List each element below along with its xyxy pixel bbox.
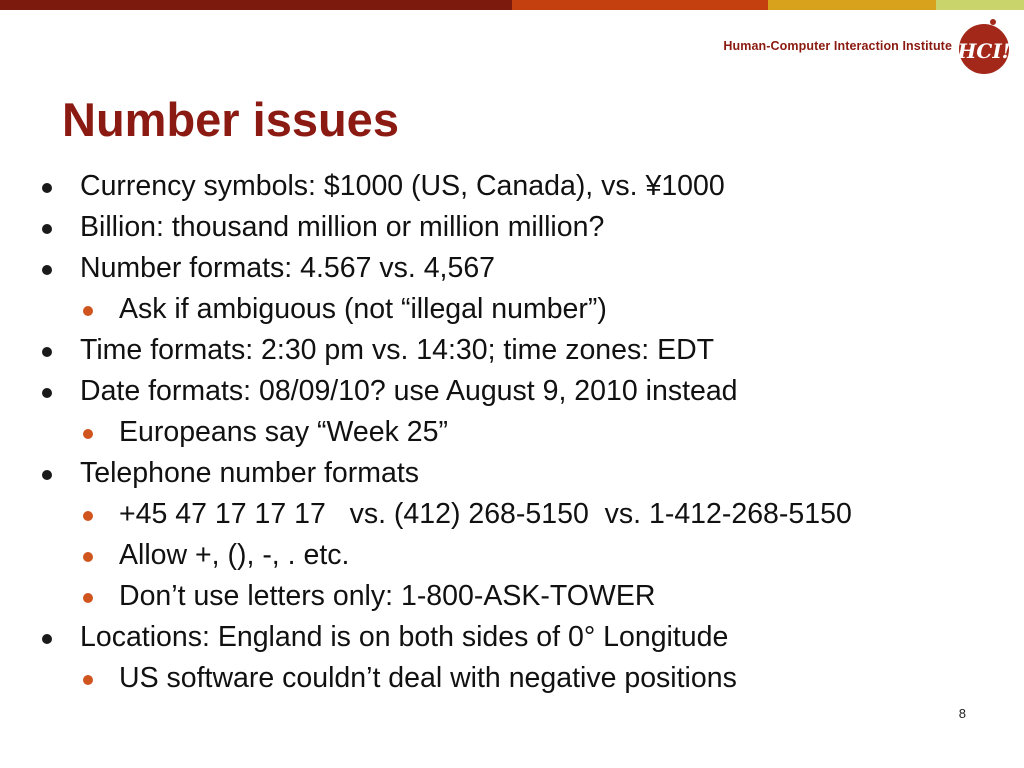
bullet-text: Billion: thousand million or million million? xyxy=(80,211,605,243)
top-bar-segment-1 xyxy=(0,0,512,10)
bullet-dot-icon xyxy=(83,429,93,439)
bullet-text: US software couldn’t deal with negative positions xyxy=(119,662,737,694)
bullet-item xyxy=(0,166,852,207)
bullet-text: Currency symbols: $1000 (US, Canada), vs. ¥1000 xyxy=(80,170,725,202)
bullet-text: Date formats: 08/09/10? use August 9, 2010 instead xyxy=(80,375,738,407)
bullet-dot-icon xyxy=(83,306,93,316)
bullet-dot-icon xyxy=(42,224,52,234)
bullet-text: Number formats: 4.567 vs. 4,567 xyxy=(80,252,496,284)
sub-bullet-item xyxy=(0,658,852,699)
sub-bullet-item xyxy=(0,289,852,330)
bullet-item xyxy=(0,207,852,248)
top-bar-segment-3 xyxy=(768,0,936,10)
hci-logo-text: HCI! xyxy=(957,39,1011,63)
sub-bullet-item xyxy=(0,535,852,576)
bullet-dot-icon xyxy=(83,593,93,603)
page-number: 8 xyxy=(958,706,966,721)
bullet-text: Time formats: 2:30 pm vs. 14:30; time zones: EDT xyxy=(80,334,715,366)
bullet-dot-icon xyxy=(83,552,93,562)
sub-bullet-item xyxy=(0,576,852,617)
institute-name: Human-Computer Interaction Institute xyxy=(723,39,952,53)
bullet-list xyxy=(0,166,852,699)
bullet-dot-icon xyxy=(42,634,52,644)
bullet-text: +45 47 17 17 17 vs. (412) 268-5150 vs. 1-412-268-5150 xyxy=(119,498,852,530)
sub-bullet-item xyxy=(0,412,852,453)
bullet-dot-icon xyxy=(42,183,52,193)
top-bar-segment-4 xyxy=(936,0,1024,10)
bullet-dot-icon xyxy=(42,265,52,275)
bullet-dot-icon xyxy=(83,675,93,685)
sub-bullet-item xyxy=(0,494,852,535)
bullet-item xyxy=(0,248,852,289)
bullet-text: Ask if ambiguous (not “illegal number”) xyxy=(119,293,607,325)
hci-logo-icon xyxy=(956,16,1012,78)
bullet-item xyxy=(0,453,852,494)
bullet-dot-icon xyxy=(83,511,93,521)
bullet-text: Telephone number formats xyxy=(80,457,420,489)
top-color-bar xyxy=(0,0,1024,10)
bullet-dot-icon xyxy=(42,388,52,398)
top-bar-segment-2 xyxy=(512,0,768,10)
bullet-item xyxy=(0,330,852,371)
slide-title: Number issues xyxy=(62,93,399,146)
bullet-text: Don’t use letters only: 1-800-ASK-TOWER xyxy=(119,580,656,612)
bullet-item xyxy=(0,371,852,412)
bullet-text: Locations: England is on both sides of 0° Longitude xyxy=(80,621,729,653)
bullet-item xyxy=(0,617,852,658)
bullet-text: Europeans say “Week 25” xyxy=(119,416,448,448)
bullet-dot-icon xyxy=(42,470,52,480)
bullet-text: Allow +, (), -, . etc. xyxy=(119,539,350,571)
bullet-dot-icon xyxy=(42,347,52,357)
